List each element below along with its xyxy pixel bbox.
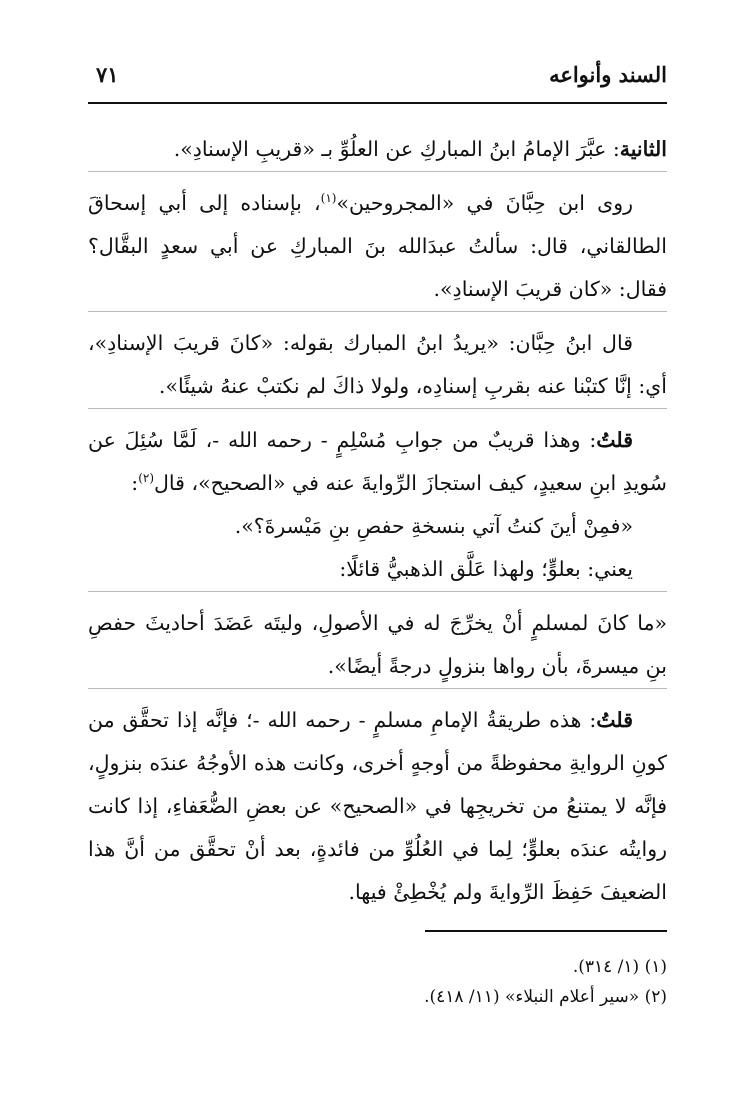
page-number: ٧١: [96, 62, 119, 87]
paragraph-text: : عبَّرَ الإمامُ ابنُ المباركِ عن العلُوِّ بـ «قريبِ الإسنادِ».: [173, 137, 620, 161]
footnote-item: (٢) «سير أعلام النبلاء» (١١/ ٤١٨).: [424, 987, 667, 1007]
footnote-item: (١) (١/ ٣١٤).: [572, 957, 667, 977]
footnotes: [88, 952, 667, 1012]
quotation-hafs: «فمِنْ أينَ كنتُ آتي بنسخةِ حفصِ بنِ مَيْسرةَ؟».: [234, 514, 633, 538]
paragraph-gap: [88, 172, 667, 182]
main-text: [88, 128, 667, 914]
paragraph-text-before-footnote: روى ابن حِبَّانَ في «المجروحين»: [336, 191, 633, 215]
footnote-rule: [425, 930, 667, 932]
paragraph-text-before-footnote: : وهذا قريبٌ من جوابِ مُسْلِمٍ - رحمه الله -، لَمَّا سُئِلَ عن سُويدِ ابنِ سعيدٍ، كيف استجازَ الرِّوايةَ عنه في «الصحيح»، قال: [88, 428, 667, 495]
footnote-reference: (٢): [138, 471, 155, 486]
paragraph-text-after-footnote: ، بإسناده إلى أبي إسحاقَ الطالقاني، قال: سألتُ عبدَالله بنَ المباركِ عن أبي سعدٍ البقَّال؟ فقال: «كان قريبَ الإسنادِ».: [88, 191, 667, 301]
paragraph-label: قلتُ: [596, 428, 633, 452]
paragraph-label: قلتُ: [596, 708, 633, 732]
paragraph-second-point: [88, 128, 667, 171]
paragraph-gap: [88, 312, 667, 322]
paragraph-muslim-answer: [88, 419, 667, 505]
quotation-dhahabi: «ما كانَ لمسلمٍ أنْ يخرِّجَ له في الأصولِ، وليتَه عَضَدَ أحاديثَ حفصِ بنِ ميسرةَ، بأن رواها بنزولٍ درجةً أيضًا».: [88, 611, 667, 678]
paragraph-gap: [88, 409, 667, 419]
paragraph-ibn-hibban-explanation: قال ابنُ حِبَّان: «يريدُ ابنُ المبارك بقوله: «كانَ قريبَ الإسنادِ»، أي: إنَّا كتبْنا عنه بقربِ إسنادِه، ولولا ذاكَ لم نكتبْ عنهُ شيئًا».: [88, 331, 667, 398]
paragraph-ibn-hibban-report: [88, 182, 667, 311]
paragraph-muslim-method: [88, 699, 667, 914]
paragraph-text-after-footnote: :: [131, 471, 139, 495]
paragraph-gap: [88, 592, 667, 602]
paragraph-label: الثانية: [619, 137, 667, 161]
paragraph-text: : هذه طريقةُ الإمامِ مسلمٍ - رحمه الله -؛ فإنَّه إذا تحقَّق من كونِ الروايةِ محفوظةً من أوجهٍ أخرى، وكانت هذه الأوجُهُ عندَه بنزولٍ، فإنَّه لا يمتنعُ من تخريجِها في «الصحيح» عن بعضِ الضُّعَفاءِ، إذا كانت روايتُه عندَه بعلوٍّ؛ لِما في العُلُوِّ من فائدةٍ، بعد أنْ تحقَّق من أنَّ هذا الضعيفَ حَفِظَ الرِّوايةَ ولم يُخْطِئْ فيها.: [88, 708, 667, 904]
running-title: السند وأنواعه: [549, 62, 667, 87]
footnote-reference: (١): [320, 191, 337, 206]
paragraph-gap: [88, 689, 667, 699]
paragraph-dhahabi-note: يعني: بعلوٍّ؛ ولهذا عَلَّق الذهبيُّ قائلًا:: [339, 557, 633, 581]
page-header: [88, 60, 667, 104]
